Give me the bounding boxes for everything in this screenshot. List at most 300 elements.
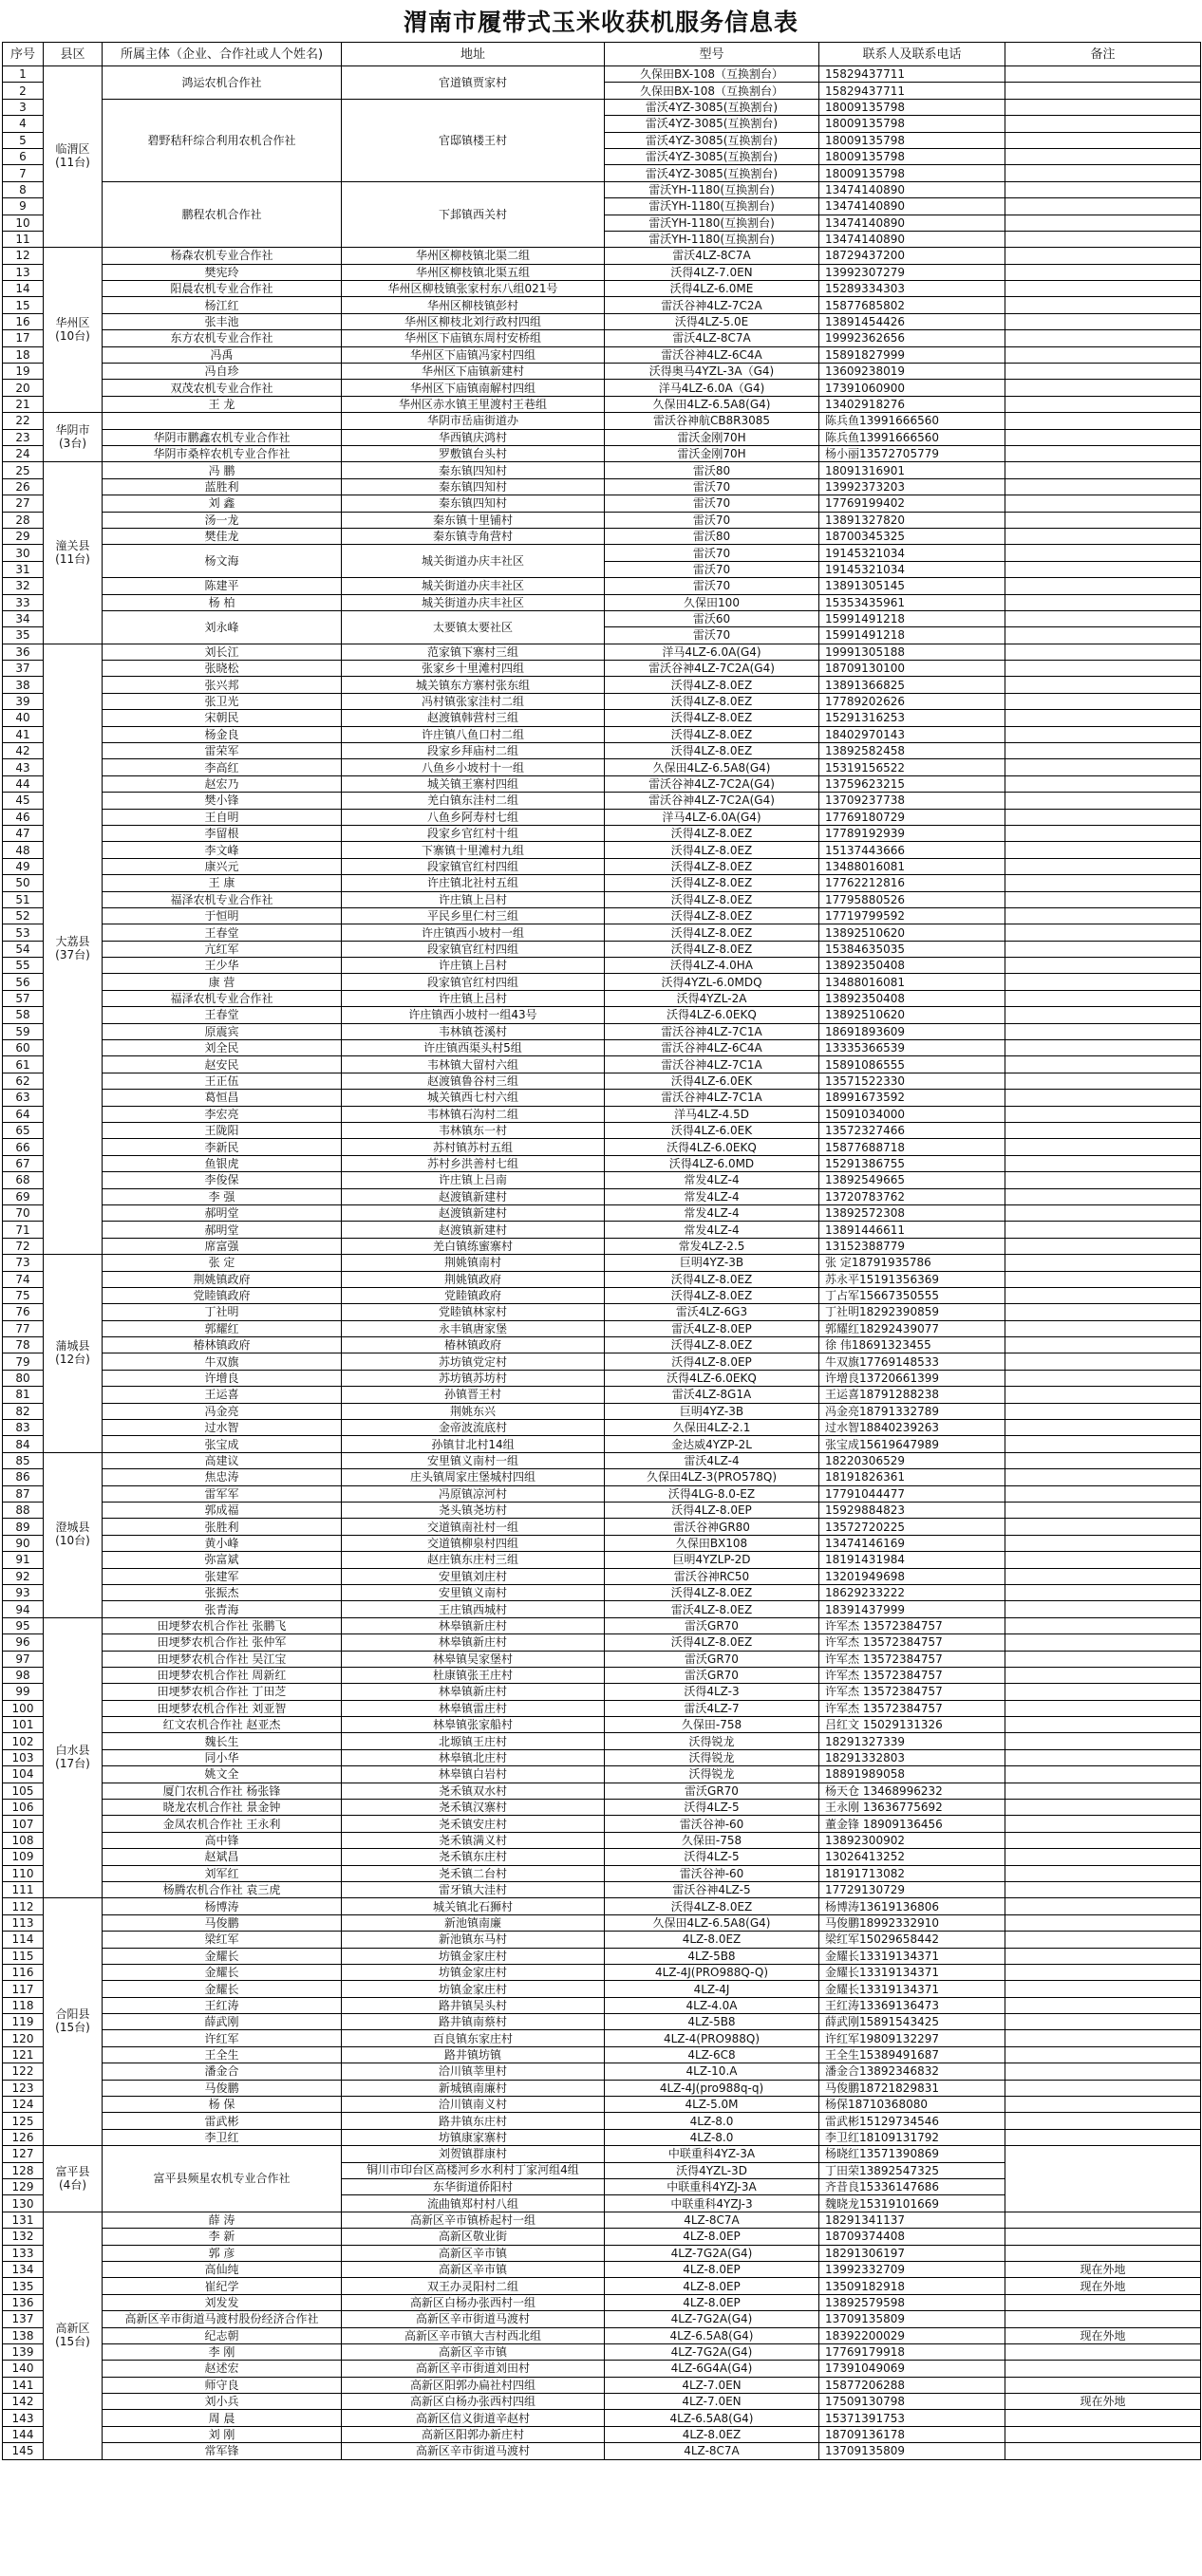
owner-cell: 康 营: [103, 974, 342, 990]
model-cell: 雷沃70: [605, 478, 819, 495]
contact-cell: 17789202626: [819, 693, 1005, 709]
remark-cell: [1005, 2097, 1201, 2113]
row-index: 129: [3, 2179, 44, 2195]
contact-cell: 18191431984: [819, 1552, 1005, 1568]
address-cell: 八鱼乡小坡村十一组: [342, 759, 605, 775]
contact-cell: 13474140890: [819, 215, 1005, 231]
model-cell: 4LZ-8C7A: [605, 2212, 819, 2228]
model-cell: 沃得4LZ-8.0EP: [605, 1353, 819, 1370]
contact-cell: 17762212816: [819, 875, 1005, 891]
address-cell: 北塬镇王庄村: [342, 1733, 605, 1749]
model-cell: 常发4LZ-2.5: [605, 1238, 819, 1254]
owner-cell: 王春堂: [103, 924, 342, 941]
address-cell: 安里镇义南村: [342, 1584, 605, 1600]
model-cell: 沃得锐龙: [605, 1749, 819, 1765]
row-index: 103: [3, 1749, 44, 1765]
owner-cell: 杨 保: [103, 2097, 342, 2113]
row-index: 142: [3, 2394, 44, 2410]
address-cell: 韦林镇苍溪村: [342, 1023, 605, 1039]
owner-cell: 常军锋: [103, 2443, 342, 2459]
model-cell: 沃得4LZ-8.0EZ: [605, 726, 819, 742]
address-cell: 罗敷镇台头村: [342, 445, 605, 461]
model-cell: 沃得4LZ-7.0EN: [605, 264, 819, 280]
remark-cell: [1005, 66, 1201, 83]
remark-cell: [1005, 1932, 1201, 1948]
row-index: 46: [3, 809, 44, 825]
address-cell: 高新区阳郭办扁社村四组: [342, 2377, 605, 2393]
owner-cell: 金耀长: [103, 1981, 342, 1997]
owner-cell: 高新区辛市街道马渡村股份经济合作社: [103, 2311, 342, 2327]
row-index: 47: [3, 825, 44, 841]
contact-cell: 梁红军15029658442: [819, 1932, 1005, 1948]
contact-cell: 17769179918: [819, 2343, 1005, 2360]
contact-cell: 金耀长13319134371: [819, 1964, 1005, 1980]
county-cell: [44, 2212, 103, 2459]
contact-cell: 13335366539: [819, 1040, 1005, 1056]
county-name: 高新区: [55, 2321, 90, 2335]
remark-cell: [1005, 1469, 1201, 1485]
row-index: 4: [3, 116, 44, 132]
model-cell: 4LZ-8.0EP: [605, 2229, 819, 2245]
model-cell: 4LZ-8.0EP: [605, 2278, 819, 2294]
remark-cell: [1005, 248, 1201, 264]
remark-cell: [1005, 2426, 1201, 2442]
row-index: 98: [3, 1667, 44, 1683]
owner-cell: 刘全民: [103, 1040, 342, 1056]
row-index: 145: [3, 2443, 44, 2459]
owner-cell: 冯禹: [103, 346, 342, 363]
remark-cell: [1005, 346, 1201, 363]
contact-cell: 13892300902: [819, 1832, 1005, 1848]
model-cell: 雷沃4LZ-8C7A: [605, 248, 819, 264]
contact-cell: 18009135798: [819, 148, 1005, 164]
table-row: [3, 2097, 1201, 2113]
table-row: [3, 2129, 1201, 2145]
address-cell: 尧禾镇汉寨村: [342, 1800, 605, 1816]
contact-cell: 张 定18791935786: [819, 1255, 1005, 1271]
address-cell: 东华街道侨阳村: [342, 2179, 605, 2195]
county-count: (37台): [55, 947, 90, 961]
table-row: [3, 1816, 1201, 1832]
row-index: 5: [3, 132, 44, 148]
county-cell: [44, 1452, 103, 1617]
address-cell: 赵渡镇新建村: [342, 1222, 605, 1238]
contact-cell: 18291327339: [819, 1733, 1005, 1749]
row-index: 14: [3, 281, 44, 297]
contact-cell: 魏晓龙15319101669: [819, 2195, 1005, 2212]
remark-cell: [1005, 907, 1201, 924]
row-index: 50: [3, 875, 44, 891]
owner-cell: 王春堂: [103, 1007, 342, 1023]
model-cell: 沃得4LZ-6.0EKQ: [605, 1007, 819, 1023]
address-cell: 洽川镇莘里村: [342, 2063, 605, 2080]
model-cell: 沃得4LZ-8.0EZ: [605, 907, 819, 924]
address-cell: 官邸镇楼王村: [342, 99, 605, 181]
table-row: [3, 2146, 1201, 2162]
table-row: [3, 1337, 1201, 1353]
row-index: 76: [3, 1304, 44, 1320]
address-cell: 华州区柳枝镇张家村东八组021号: [342, 281, 605, 297]
contact-cell: 13474140890: [819, 198, 1005, 215]
table-row: [3, 2327, 1201, 2343]
row-index: 92: [3, 1568, 44, 1584]
owner-cell: 潘金合: [103, 2063, 342, 2080]
row-index: 37: [3, 661, 44, 677]
contact-cell: 牛双旗17769148533: [819, 1353, 1005, 1370]
owner-cell: 魏长生: [103, 1733, 342, 1749]
contact-cell: 13892350408: [819, 958, 1005, 974]
owner-cell: 晓龙农机合作社 景金钟: [103, 1800, 342, 1816]
remark-cell: [1005, 478, 1201, 495]
contact-cell: 13709135809: [819, 2311, 1005, 2327]
table-row: [3, 1568, 1201, 1584]
address-cell: 许庄镇北社村五组: [342, 875, 605, 891]
contact-cell: 18009135798: [819, 99, 1005, 115]
model-cell: 沃得4LZ-6.0ME: [605, 281, 819, 297]
model-cell: 雷沃4YZ-3085(互换割台): [605, 165, 819, 181]
contact-cell: 19145321034: [819, 545, 1005, 561]
owner-cell: 葛恒昌: [103, 1090, 342, 1106]
table-row: [3, 1865, 1201, 1881]
table-row: [3, 1552, 1201, 1568]
owner-cell: 李文峰: [103, 842, 342, 858]
contact-cell: 王运喜18791288238: [819, 1387, 1005, 1403]
remark-cell: [1005, 1667, 1201, 1683]
address-cell: 冯原镇凉河村: [342, 1485, 605, 1502]
contact-cell: 金耀长13319134371: [819, 1948, 1005, 1964]
model-cell: 雷沃GR70: [605, 1617, 819, 1633]
remark-cell: [1005, 1353, 1201, 1370]
model-cell: 久保田BX-108（互换割台）: [605, 83, 819, 99]
contact-cell: 徐 伟18691323455: [819, 1337, 1005, 1353]
model-cell: 沃得4LZ-8.0EZ: [605, 891, 819, 907]
model-cell: 久保田100: [605, 594, 819, 610]
table-row: [3, 1766, 1201, 1783]
model-cell: 沃得4LZ-8.0EZ: [605, 825, 819, 841]
model-cell: 雷沃4YZ-3085(互换割台): [605, 132, 819, 148]
row-index: 79: [3, 1353, 44, 1370]
remark-cell: [1005, 1981, 1201, 1997]
owner-cell: 纪志朝: [103, 2327, 342, 2343]
header-remark: 备注: [1005, 43, 1201, 66]
address-cell: 交道镇柳泉村四组: [342, 1535, 605, 1551]
remark-cell: [1005, 1403, 1201, 1419]
owner-cell: [103, 413, 342, 429]
address-cell: 段家镇官红村四组: [342, 941, 605, 957]
contact-cell: 17795880526: [819, 891, 1005, 907]
row-index: 104: [3, 1766, 44, 1783]
address-cell: 安里镇义南村一组: [342, 1452, 605, 1468]
address-cell: 秦东镇四知村: [342, 478, 605, 495]
county-name: 澄城县: [55, 1521, 90, 1535]
row-index: 109: [3, 1849, 44, 1865]
remark-cell: [1005, 364, 1201, 380]
owner-cell: 崔纪学: [103, 2278, 342, 2294]
contact-cell: 许军杰 13572384757: [819, 1667, 1005, 1683]
address-cell: 城关镇北石狮村: [342, 1898, 605, 1914]
remark-cell: [1005, 132, 1201, 148]
model-cell: 沃得4LZ-6.0MD: [605, 1155, 819, 1171]
table-row: [3, 1370, 1201, 1386]
remark-cell: [1005, 1766, 1201, 1783]
owner-cell: 樊宪玲: [103, 264, 342, 280]
address-cell: 杜康镇张王庄村: [342, 1667, 605, 1683]
contact-cell: 王红涛13369136473: [819, 1997, 1005, 2013]
table-row: [3, 1469, 1201, 1485]
owner-cell: 蓝胜利: [103, 478, 342, 495]
contact-cell: 李卫红18109131792: [819, 2129, 1005, 2145]
row-index: 9: [3, 198, 44, 215]
contact-cell: 13891327820: [819, 512, 1005, 528]
address-cell: 华州区下庙镇新建村: [342, 364, 605, 380]
address-cell: 城关镇西七村六组: [342, 1090, 605, 1106]
county-name: 潼关县: [55, 538, 90, 552]
row-index: 33: [3, 594, 44, 610]
contact-cell: 18709130100: [819, 661, 1005, 677]
row-index: 70: [3, 1204, 44, 1221]
contact-cell: 陈兵鱼13991666560: [819, 429, 1005, 445]
owner-cell: 师守良: [103, 2377, 342, 2393]
owner-cell: 同小华: [103, 1749, 342, 1765]
contact-cell: 13709237738: [819, 793, 1005, 809]
contact-cell: 陈兵鱼13991666560: [819, 413, 1005, 429]
owner-cell: 刘 鑫: [103, 495, 342, 512]
owner-cell: 黄小峰: [103, 1535, 342, 1551]
contact-cell: 13474140890: [819, 231, 1005, 247]
contact-cell: 吕红文 15029131326: [819, 1717, 1005, 1733]
table-row: [3, 891, 1201, 907]
table-row: [3, 512, 1201, 528]
owner-cell: 汤一龙: [103, 512, 342, 528]
address-cell: 荆姚镇南村: [342, 1255, 605, 1271]
row-index: 123: [3, 2080, 44, 2096]
row-index: 51: [3, 891, 44, 907]
model-cell: 4LZ-6G4A(G4): [605, 2361, 819, 2377]
owner-cell: 田埂梦农机合作社 张仲军: [103, 1634, 342, 1651]
contact-cell: 13152388779: [819, 1238, 1005, 1254]
owner-cell: 田埂梦农机合作社 吴江宝: [103, 1651, 342, 1667]
model-cell: 沃得4LZ-6.0EK: [605, 1123, 819, 1139]
table-row: [3, 1485, 1201, 1502]
contact-cell: 18291306197: [819, 2245, 1005, 2261]
county-name: 白水县: [55, 1744, 90, 1758]
county-cell: [44, 66, 103, 248]
row-index: 126: [3, 2129, 44, 2145]
table-row: [3, 1519, 1201, 1535]
owner-cell: 杨腾农机合作社 袁三虎: [103, 1881, 342, 1897]
address-cell: 华州区柳枝北刘行政村四组: [342, 313, 605, 329]
remark-cell: [1005, 2311, 1201, 2327]
remark-cell: [1005, 2113, 1201, 2129]
address-cell: 双王办灵阳村二组: [342, 2278, 605, 2294]
owner-cell: 薛武刚: [103, 2014, 342, 2030]
contact-cell: 王全生15389491687: [819, 2046, 1005, 2063]
model-cell: 雷沃4LZ-8C7A: [605, 330, 819, 346]
row-index: 6: [3, 148, 44, 164]
address-cell: 华州区柳枝镇北渠二组: [342, 248, 605, 264]
row-index: 111: [3, 1881, 44, 1897]
remark-cell: [1005, 941, 1201, 957]
contact-cell: 15891827999: [819, 346, 1005, 363]
address-cell: 华州区柳枝镇彭村: [342, 297, 605, 313]
contact-cell: 13892579598: [819, 2294, 1005, 2310]
owner-cell: 弥富斌: [103, 1552, 342, 1568]
owner-cell: 丁社明: [103, 1304, 342, 1320]
address-cell: 许庄镇上吕村: [342, 958, 605, 974]
table-row: [3, 528, 1201, 544]
row-index: 74: [3, 1271, 44, 1287]
owner-cell: 张丰池: [103, 313, 342, 329]
model-cell: 沃得4LZ-8.0EZ: [605, 710, 819, 726]
table-row: [3, 858, 1201, 874]
owner-cell: 张晓松: [103, 661, 342, 677]
remark-cell: [1005, 1519, 1201, 1535]
row-index: 71: [3, 1222, 44, 1238]
contact-cell: 13509182918: [819, 2278, 1005, 2294]
owner-cell: 金凤农机合作社 王永利: [103, 1816, 342, 1832]
contact-cell: 18009135798: [819, 132, 1005, 148]
remark-cell: [1005, 1849, 1201, 1865]
owner-cell: 王少华: [103, 958, 342, 974]
row-index: 63: [3, 1090, 44, 1106]
model-cell: 雷沃70: [605, 561, 819, 577]
table-row: [3, 875, 1201, 891]
row-index: 131: [3, 2212, 44, 2228]
remark-cell: [1005, 528, 1201, 544]
owner-cell: 双茂农机专业合作社: [103, 380, 342, 396]
contact-cell: 过水智18840239263: [819, 1420, 1005, 1436]
table-row: [3, 941, 1201, 957]
model-cell: 雷沃谷神RC50: [605, 1568, 819, 1584]
owner-cell: 李俊保: [103, 1172, 342, 1188]
address-cell: 高新区辛市街道马渡村: [342, 2311, 605, 2327]
owner-cell: 富平县频星农机专业合作社: [103, 2146, 342, 2212]
contact-cell: 17769180729: [819, 809, 1005, 825]
remark-cell: [1005, 875, 1201, 891]
table-row: [3, 2229, 1201, 2245]
county-name: 华阴市: [55, 422, 90, 437]
owner-cell: 赵安民: [103, 1056, 342, 1073]
table-row: [3, 1023, 1201, 1039]
address-cell: 许庄镇西渠头村5组: [342, 1040, 605, 1056]
row-index: 140: [3, 2361, 44, 2377]
model-cell: 雷沃GR70: [605, 1667, 819, 1683]
remark-cell: [1005, 1204, 1201, 1221]
model-cell: 沃得4LZ-8.0EZ: [605, 842, 819, 858]
row-index: 44: [3, 775, 44, 792]
contact-cell: 杨天仓 13468996232: [819, 1783, 1005, 1799]
remark-cell: [1005, 2014, 1201, 2030]
remark-cell: [1005, 1023, 1201, 1039]
table-row: [3, 990, 1201, 1006]
contact-cell: 13892510620: [819, 1007, 1005, 1023]
address-cell: 孙镇晋王村: [342, 1387, 605, 1403]
owner-cell: 牛双旗: [103, 1353, 342, 1370]
model-cell: 沃得4LZ-8.0EZ: [605, 1337, 819, 1353]
owner-cell: 福泽农机专业合作社: [103, 891, 342, 907]
address-cell: 许庄镇八鱼口村二组: [342, 726, 605, 742]
contact-cell: 13609238019: [819, 364, 1005, 380]
table-row: [3, 2245, 1201, 2261]
remark-cell: [1005, 330, 1201, 346]
contact-cell: 杨小丽13572705779: [819, 445, 1005, 461]
remark-cell: [1005, 495, 1201, 512]
model-cell: 雷沃4LZ-8.0EZ: [605, 1601, 819, 1617]
county-cell: [44, 248, 103, 413]
table-row: [3, 2212, 1201, 2228]
address-cell: 苏村镇苏村五组: [342, 1139, 605, 1155]
owner-cell: 荆姚镇政府: [103, 1271, 342, 1287]
model-cell: 雷沃4LZ-8G1A: [605, 1387, 819, 1403]
model-cell: 洋马4LZ-4.5D: [605, 1106, 819, 1122]
remark-cell: [1005, 825, 1201, 841]
table-row: [3, 2410, 1201, 2426]
table-row: [3, 1634, 1201, 1651]
address-cell: 苏坊镇党定村: [342, 1353, 605, 1370]
remark-cell: [1005, 1222, 1201, 1238]
row-index: 62: [3, 1073, 44, 1089]
remark-cell: [1005, 83, 1201, 99]
model-cell: 久保田4LZ-6.5A8(G4): [605, 759, 819, 775]
model-cell: 沃得锐龙: [605, 1766, 819, 1783]
header-county: 县区: [44, 43, 103, 66]
address-cell: 许庄镇上吕村: [342, 891, 605, 907]
table-row: [3, 1040, 1201, 1056]
remark-cell: [1005, 2377, 1201, 2393]
address-cell: 林皋镇北庄村: [342, 1749, 605, 1765]
address-cell: 党睦镇林家村: [342, 1304, 605, 1320]
owner-cell: 李高红: [103, 759, 342, 775]
address-cell: 秦东镇四知村: [342, 495, 605, 512]
table-row: [3, 1271, 1201, 1287]
row-index: 13: [3, 264, 44, 280]
county-count: (15台): [55, 2334, 90, 2348]
model-cell: 4LZ-4.0A: [605, 1997, 819, 2013]
table-row: [3, 495, 1201, 512]
page-title: 渭南市履带式玉米收获机服务信息表: [403, 9, 798, 36]
model-cell: 4LZ-4J(pro988q-q): [605, 2080, 819, 2096]
owner-cell: 刘长江: [103, 644, 342, 660]
address-cell: 坊镇金家庄村: [342, 1948, 605, 1964]
contact-cell: 18191713082: [819, 1865, 1005, 1881]
contact-cell: 马俊鹏18992332910: [819, 1914, 1005, 1931]
owner-cell: 金耀长: [103, 1964, 342, 1980]
table-row: [3, 364, 1201, 380]
county-cell: [44, 462, 103, 644]
model-cell: 沃得4LZ-8.0EZ: [605, 924, 819, 941]
address-cell: 段家乡拜庙村二组: [342, 743, 605, 759]
contact-cell: 金耀长13319134371: [819, 1981, 1005, 1997]
model-cell: 雷沃谷神4LZ-7C2A(G4): [605, 793, 819, 809]
row-index: 137: [3, 2311, 44, 2327]
header-model: 型号: [605, 43, 819, 66]
row-index: 130: [3, 2195, 44, 2212]
model-cell: 沃得4LZ-6.0EKQ: [605, 1370, 819, 1386]
row-index: 124: [3, 2097, 44, 2113]
county-cell: [44, 413, 103, 462]
model-cell: 4LZ-8.0EZ: [605, 1932, 819, 1948]
row-index: 2: [3, 83, 44, 99]
table-row: [3, 2261, 1201, 2277]
contact-cell: 董金锋 18909136456: [819, 1816, 1005, 1832]
remark-cell: [1005, 1106, 1201, 1122]
county-name: 蒲城县: [55, 1339, 90, 1353]
row-index: 88: [3, 1502, 44, 1518]
model-cell: 洋马4LZ-6.0A(G4): [605, 809, 819, 825]
table-row: [3, 610, 1201, 626]
address-cell: 段家镇官红村四组: [342, 974, 605, 990]
model-cell: 沃得4LZ-8.0EZ: [605, 941, 819, 957]
